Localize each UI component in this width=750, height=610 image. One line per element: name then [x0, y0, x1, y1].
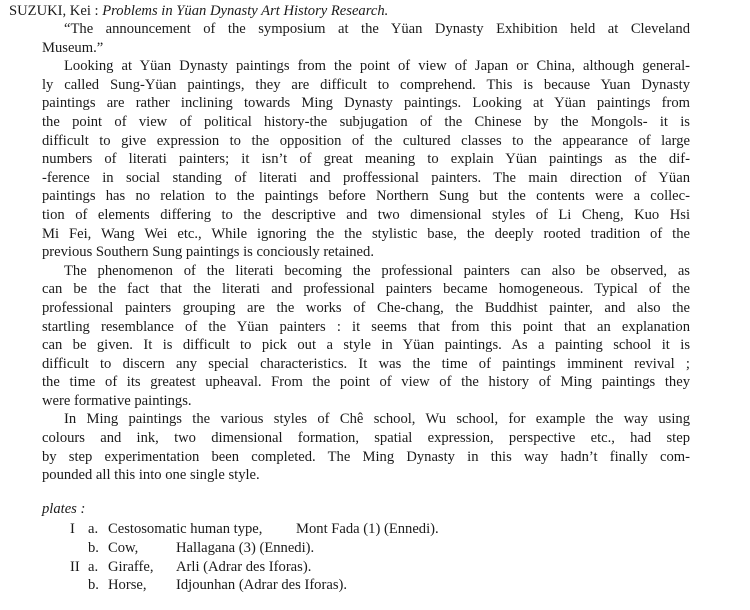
plate-row — [0, 520, 750, 539]
body-line: colours and ink, two dimensional formation, spatial expression, perspective etc., had step — [42, 430, 690, 447]
body-line: Looking at Yüan Dynasty paintings from the point of view of Japan or China, although general- — [64, 58, 690, 75]
body-line: paintings has no relation to the paintings before Northern Sung but the contents were a collec- — [42, 188, 690, 205]
plates-label: plates : — [42, 501, 86, 517]
body-line: the point of view of political history-the subjugation of the Chinese by the Mongols- it is — [42, 113, 690, 130]
author-name: SUZUKI, Kei : — [9, 3, 99, 19]
plate-location: Idjounhan (Adrar des Iforas). — [176, 577, 348, 594]
plate-roman-numeral: II — [70, 558, 80, 575]
plate-subject: Cow, — [108, 539, 139, 556]
body-line: difficult to give expression to the opposition of the cultured classes to the appearance of large — [42, 132, 690, 149]
body-line: paintings are rather inclining towards Ming Dynasty paintings. Looking at Yüan paintings from — [42, 95, 690, 112]
body-line: can be given. It is difficult to pick out a style in Yüan paintings. As a painting school it is — [42, 337, 690, 354]
plate-subject: Horse, — [108, 577, 147, 594]
body-line: Museum.” — [42, 39, 104, 56]
plate-location: Mont Fada (1) (Ennedi). — [296, 521, 439, 537]
plate-roman-numeral: I — [70, 521, 75, 537]
plates-list — [0, 520, 750, 595]
plate-subject: Giraffe, — [108, 558, 154, 575]
plate-row — [0, 558, 750, 577]
body-line: Mi Fei, Wang Wei etc., While ignoring the the stylistic base, the deeply rooted tradition of the — [42, 225, 690, 242]
plate-letter: a. — [88, 521, 99, 537]
body-line: tion of elements differing to the descriptive and two dimensional styles of Li Cheng, Kuo Hsi — [42, 206, 690, 223]
article-title: Problems in Yüan Dynasty Art History Research. — [102, 3, 389, 19]
plate-row — [0, 576, 750, 595]
plate-letter: b. — [88, 539, 99, 556]
plate-letter: a. — [88, 558, 99, 575]
body-line: difficult to discern any special characteristics. It was the time of paintings imminent revival ; — [42, 355, 690, 372]
plate-location: Hallagana (3) (Ennedi). — [176, 539, 315, 556]
body-line: professional painters grouping are the works of Che-chang, the Buddhist painter, and also the — [42, 299, 690, 316]
body-line: “The announcement of the symposium at the Yüan Dynasty Exhibition held at Cleveland — [64, 21, 690, 37]
body-line: startling resemblance of the Yüan painters : it seems that from this point that an explanation — [42, 318, 690, 335]
body-line: numbers of literati painters; it isn’t of great meaning to explain Yüan paintings as the dif- — [42, 151, 690, 168]
body-line: were formative paintings. — [42, 392, 192, 409]
body-line: pounded all this into one single style. — [42, 467, 260, 484]
article-heading — [9, 2, 388, 20]
body-line: ly called Sung-Yüan paintings, they are difficult to comprehend. This is because Yuan Dynasty — [42, 76, 690, 93]
body-line: can be the fact that the literati and professional painters became homogeneous. Typical of the — [42, 281, 690, 298]
article-body — [42, 20, 690, 485]
plate-row — [0, 539, 750, 558]
plate-letter: b. — [88, 577, 99, 594]
body-line: previous Southern Sung paintings is conciously retained. — [42, 244, 374, 261]
plate-subject: Cestosomatic human type, — [108, 521, 263, 537]
body-line: -ference in social standing of literati and proffessional painters. The main direction of Yüan — [42, 169, 690, 186]
body-line: In Ming paintings the various styles of Chê school, Wu school, for example the way using — [64, 411, 690, 428]
plate-location: Arli (Adrar des Iforas). — [176, 558, 312, 575]
body-line: by step experimentation been completed. The Ming Dynasty in this way hadn’t finally com- — [42, 448, 690, 465]
body-line: the time of its greatest upheaval. From the point of view of the history of Ming paintings they — [42, 374, 690, 391]
body-line: The phenomenon of the literati becoming the professional painters can also be observed, as — [64, 262, 690, 279]
